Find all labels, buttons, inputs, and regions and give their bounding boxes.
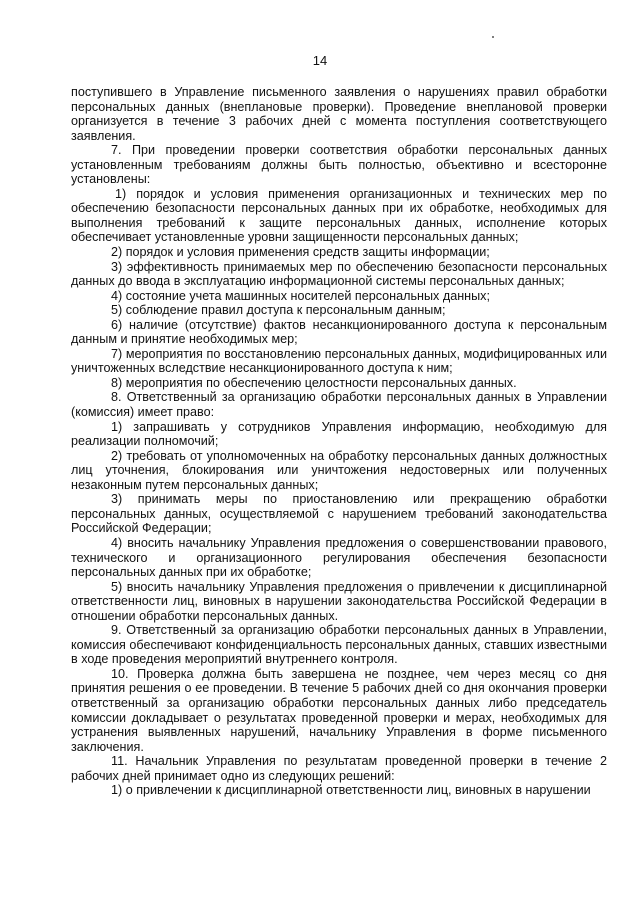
paragraph: 9. Ответственный за организацию обработки персональных данных в Управлении, комиссия обеспечивают конфиденциальность персональных данных, ставших известными в ходе проведения мероприятий внутреннего контроля. [71,623,607,667]
document-body [71,85,607,798]
list-item: 2) требовать от уполномоченных на обработку персональных данных должностных лиц уточнения, блокирования или уничтожения недостоверных или полученных незаконным путем персональных данных; [71,448,607,492]
page-number: 14 [312,53,328,68]
list-item: 1) запрашивать у сотрудников Управления информацию, необходимую для реализации полномочий; [71,419,607,449]
paragraph: поступившего в Управление письменного заявления о нарушениях правил обработки персональных данных (внеплановые проверки). Проведение внеплановой проверки организуется в течение 3 рабочих дней с момента поступления соответствующего заявления. [71,85,607,143]
list-item: 4) состояние учета машинных носителей персональных данных; [111,288,490,303]
list-item: 2) порядок и условия применения средств защиты информации; [111,245,490,260]
list-item: 5) соблюдение правил доступа к персональным данным; [111,303,446,318]
list-item: 6) наличие (отсутствие) фактов несанкционированного доступа к персональным данным и принятие необходимых мер; [71,317,607,347]
paragraph: 8. Ответственный за организацию обработки персональных данных в Управлении (комиссия) имеет право: [71,390,607,420]
list-item: 1) порядок и условия применения организационных и технических мер по обеспечению безопасности персональных данных при их обработке, необходимых для выполнения требований к защите персональных данных, исполнение которых обеспечивает установленные уровни защищенности персональных данных; [71,186,607,245]
list-item: 8) мероприятия по обеспечению целостности персональных данных. [111,375,517,390]
paragraph: 10. Проверка должна быть завершена не позднее, чем через месяц со дня принятия решения о ее проведении. В течение 5 рабочих дней со дня окончания проверки ответственный за организацию обработки персональных данных либо председатель комиссии докладывает о результатах проведенной проверки и мерах, необходимых для устранения выявленных нарушений, начальнику Управления в форме письменного заключения. [71,666,607,754]
list-item: 4) вносить начальнику Управления предложения о совершенствовании правового, технического и организационного регулирования обеспечения безопасности персональных данных при их обработке; [71,535,607,580]
paragraph: 11. Начальник Управления по результатам проведенной проверки в течение 2 рабочих дней принимает одно из следующих решений: [71,754,607,783]
list-item: 3) принимать меры по приостановлению или прекращению обработки персональных данных, осуществляемой с нарушением требований законодательства Российской Федерации; [71,492,607,536]
list-item: 7) мероприятия по восстановлению персональных данных, модифицированных или уничтоженных вследствие несанкционированного доступа к ним; [71,346,607,376]
list-item: 5) вносить начальнику Управления предложения о привлечении к дисциплинарной ответственности лиц, виновных в нарушении законодательства Российской Федерации в отношении обработки персональных данных. [71,579,607,623]
scan-speck [492,36,494,38]
list-item: 1) о привлечении к дисциплинарной ответственности лиц, виновных в нарушении [111,783,591,798]
paragraph: 7. При проведении проверки соответствия обработки персональных данных установленным требованиям должны быть полностью, объективно и всесторонне установлены: [71,143,607,187]
list-item: 3) эффективность принимаемых мер по обеспечению безопасности персональных данных до ввода в эксплуатацию информационной системы персональных данных; [71,259,607,289]
